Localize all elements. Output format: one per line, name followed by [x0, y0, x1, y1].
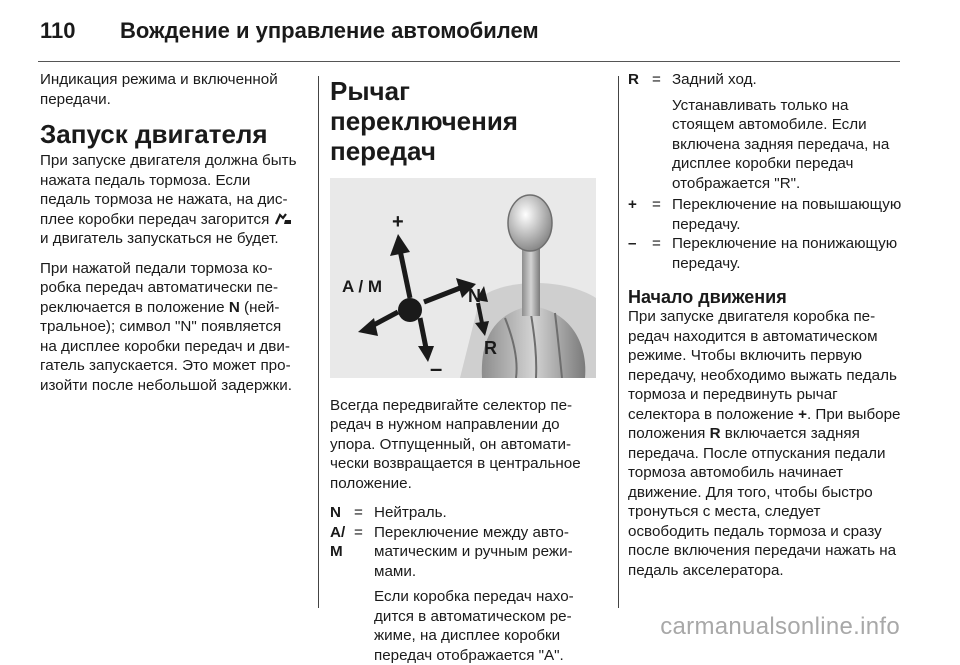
definition-value: Переключение на понижающую передачу. [672, 235, 898, 272]
section-heading-start-driving: Начало движения [628, 287, 787, 307]
section-heading-gear-lever: Рычаг переключения передач [330, 76, 518, 166]
definition-note: Устанавливать только на стоящем автомобиле. Если включена задняя передача, на дисплее коробки передач отображается "R". [672, 96, 890, 192]
intro-text: Индикация режима и включенной передачи. [40, 71, 278, 108]
definition-equals: = [652, 196, 661, 213]
column-1 [40, 70, 302, 405]
start-driving-text-b: . При выборе положения [628, 405, 901, 442]
start-driving-paragraph [628, 307, 904, 580]
watermark: carmanualsonline.info [660, 613, 900, 640]
definition-value: Переключение на повышающую передачу. [672, 196, 902, 233]
header-rule [38, 61, 900, 62]
definition-key: R [628, 71, 639, 88]
column-2 [330, 70, 602, 665]
running-title: Вождение и управление автомобилем [120, 18, 539, 43]
label-minus: – [430, 356, 443, 378]
gear-key-plus: + [798, 405, 807, 423]
definition-value: Переключение между автоматическим и ручным режимами. [374, 523, 573, 580]
engine-start-paragraph-2 [40, 259, 302, 396]
definition-value: Задний ход. [672, 71, 757, 88]
definition-note: Если коробка передач находится в автоматическом режиме, на дисплее коробки передач отображается "A". [374, 588, 574, 664]
lever-knob [508, 195, 552, 251]
gear-lever-paragraph: Всегда передвигайте селектор передач в нужном направлении до упора. Отпущенный, он автоматически возвращается в центральное положение. [330, 396, 581, 492]
engine-start-text-d: (нейтральное); символ "N" появляется на дисплее коробки передач и двигатель запускается. Это может произойти после небольшой задержки. [40, 298, 292, 394]
column-divider-2 [618, 76, 619, 608]
definition-list-2 [628, 70, 904, 273]
definition-row [330, 503, 602, 523]
definition-equals: = [652, 71, 661, 88]
engine-start-text-c: При нажатой педали тормоза коробка передач автоматически переключается в положение [40, 259, 279, 316]
definition-equals: = [354, 504, 363, 521]
definition-equals: = [652, 235, 661, 252]
page-number: 110 [40, 18, 76, 43]
column-3 [628, 70, 904, 590]
gear-key-n: N [228, 298, 240, 316]
brake-pedal-icon [274, 212, 292, 226]
definition-row [330, 523, 602, 582]
label-plus: + [392, 211, 404, 233]
section-heading-engine-start: Запуск двигателя [40, 119, 268, 149]
definition-key: – [628, 235, 637, 252]
definition-row [628, 195, 904, 234]
engine-start-text-b: и двигатель запускаться не будет. [40, 230, 279, 247]
start-driving-text-c: включается задняя передача. После отпускания педали тормоза автомобиль начинает движение. Для того, чтобы быстро тронуться с места, следует освободить педаль тормоза и сразу после включения передачи нажать на педаль акселератора. [628, 425, 897, 579]
definition-row [628, 70, 904, 90]
page-header [0, 0, 960, 58]
definition-key: A/ M [330, 523, 346, 560]
start-driving-text-a: При запуске двигателя коробка передач находится в автоматическом режиме. Чтобы включить первую передачу, необходимо выжать педаль тормоза и передвинуть рычаг селектора в положение [628, 308, 897, 423]
definition-value: Нейтраль. [374, 504, 447, 521]
label-n: N [468, 286, 481, 306]
definition-equals: = [354, 523, 363, 541]
gear-lever-figure [330, 178, 596, 378]
column-divider-1 [318, 76, 319, 608]
definition-key: N [330, 504, 341, 521]
label-r: R [484, 338, 497, 358]
definition-row [628, 234, 904, 273]
definition-list-1 [330, 503, 602, 665]
lever-shaft [522, 246, 540, 316]
label-am: A / M [342, 277, 382, 296]
definition-key: + [628, 196, 637, 213]
gear-key-r: R [709, 425, 721, 442]
engine-start-paragraph-1 [40, 151, 302, 249]
engine-start-text-a: При запуске двигателя должна быть нажата педаль тормоза. Если педаль тормоза не нажата, на дисплее коробки передач загорится [40, 152, 297, 228]
